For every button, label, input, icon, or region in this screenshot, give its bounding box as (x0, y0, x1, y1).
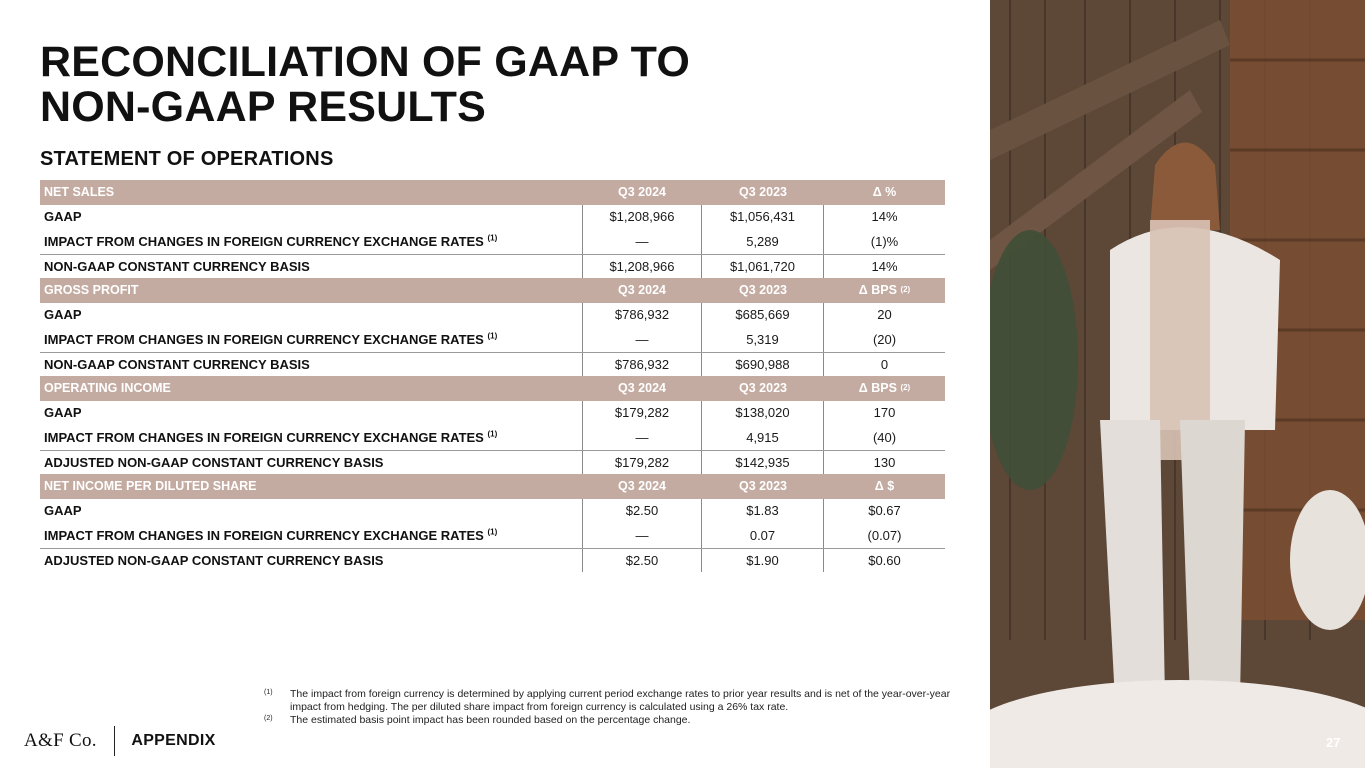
table-cell: 20 (877, 307, 892, 323)
table-cell: $685,669 (702, 303, 824, 328)
page-number: 27 (1326, 735, 1341, 750)
column-header: Δ % (872, 185, 897, 200)
row-label: IMPACT FROM CHANGES IN FOREIGN CURRENCY EXCHANGE RATES $^{(1)}$ (44, 233, 498, 249)
row-label: NON-GAAP CONSTANT CURRENCY BASIS (44, 356, 310, 372)
table-cell: $786,932 (582, 353, 702, 377)
footnote-marker: (1) (487, 429, 498, 439)
column-header: Δ BPS (2) (858, 381, 911, 396)
table-cell: $1,208,966 (582, 205, 702, 230)
lifestyle-photo (990, 0, 1365, 768)
footer (24, 726, 216, 756)
table-cell: $786,932 (582, 303, 702, 328)
table-cell: 130 (873, 454, 896, 470)
table-cell: — (582, 327, 702, 352)
column-header: Q3 2023 (739, 185, 787, 200)
table-cell: — (582, 425, 702, 450)
table-cell: 14% (871, 258, 898, 274)
row-label: ADJUSTED NON-GAAP CONSTANT CURRENCY BASIS (44, 552, 384, 568)
table-cell: 14% (871, 209, 898, 225)
table-cell: 0 (880, 356, 889, 372)
row-label: IMPACT FROM CHANGES IN FOREIGN CURRENCY EXCHANGE RATES $^{(1)}$ (44, 527, 498, 543)
column-header: Q3 2023 (739, 283, 787, 298)
table-cell: 5,289 (702, 229, 824, 254)
table-cell: 5,319 (702, 327, 824, 352)
footnote-text: The estimated basis point impact has been rounded based on the percentage change. (290, 714, 691, 726)
title-line-1: RECONCILIATION OF GAAP TO (40, 38, 691, 86)
column-header: Q3 2024 (618, 381, 666, 396)
section-header-row (40, 474, 945, 499)
table-cell: $179,282 (582, 451, 702, 475)
section-subtitle: STATEMENT OF OPERATIONS (40, 148, 334, 170)
table-cell: 0.07 (702, 523, 824, 548)
table-cell: $138,020 (702, 401, 824, 426)
photo-illustration (990, 0, 1365, 768)
footnotes (264, 688, 954, 727)
column-header: Q3 2024 (618, 185, 666, 200)
table-cell: $179,282 (582, 401, 702, 426)
column-header: Q3 2024 (618, 283, 666, 298)
footnote (264, 714, 954, 727)
row-label: GAAP (44, 405, 82, 421)
table-cell: (40) (872, 429, 897, 445)
table-row (40, 303, 945, 328)
table-row (40, 229, 945, 254)
table-row (40, 254, 945, 279)
section-header-label: NET SALES (44, 185, 115, 200)
row-label: GAAP (44, 503, 82, 519)
table-cell: $690,988 (702, 353, 824, 377)
column-header: Q3 2023 (739, 479, 787, 494)
footnote-text: The impact from foreign currency is determined by applying current period exchange rates to prior year results and is net of the year-over-year impact from hedging. The per diluted share impact from foreign currency is calculated using a 26% tax rate. (290, 688, 951, 713)
page-title (40, 40, 800, 130)
table-row (40, 548, 945, 573)
table-cell: $2.50 (582, 499, 702, 524)
row-label: ADJUSTED NON-GAAP CONSTANT CURRENCY BASIS (44, 454, 384, 470)
table-cell: $1,056,431 (702, 205, 824, 230)
table-row (40, 425, 945, 450)
section-header-label: NET INCOME PER DILUTED SHARE (44, 479, 257, 494)
table-cell: $0.67 (868, 503, 901, 519)
table-cell: — (582, 229, 702, 254)
footnote (264, 688, 954, 714)
table-cell: $1,061,720 (702, 255, 824, 279)
footnote-marker: (1) (487, 527, 498, 537)
table-cell: (0.07) (867, 527, 902, 543)
row-label: GAAP (44, 209, 82, 225)
table-cell: 4,915 (702, 425, 824, 450)
footer-divider (114, 726, 116, 756)
table-cell: $1.90 (702, 549, 824, 573)
table-cell: $2.50 (582, 549, 702, 573)
table-cell: $142,935 (702, 451, 824, 475)
reconciliation-table (40, 180, 945, 572)
table-row (40, 499, 945, 524)
section-header-row (40, 278, 945, 303)
footnote-marker: (1) (264, 689, 273, 696)
section-header-row (40, 180, 945, 205)
company-logo: A&F Co. (24, 730, 97, 751)
column-header: Δ BPS (2) (858, 283, 911, 298)
column-header: Q3 2024 (618, 479, 666, 494)
footnote-marker: (1) (487, 233, 498, 243)
row-label: IMPACT FROM CHANGES IN FOREIGN CURRENCY EXCHANGE RATES $^{(1)}$ (44, 429, 498, 445)
footnote-marker: (1) (487, 331, 498, 341)
table-row (40, 327, 945, 352)
table-row (40, 401, 945, 426)
table-row (40, 450, 945, 475)
appendix-label: APPENDIX (131, 732, 216, 749)
table-row (40, 205, 945, 230)
table-cell: $0.60 (868, 552, 901, 568)
row-label: GAAP (44, 307, 82, 323)
table-cell: (20) (872, 331, 897, 347)
table-cell: 170 (873, 405, 896, 421)
section-header-row (40, 376, 945, 401)
title-line-2: NON-GAAP RESULTS (40, 83, 486, 131)
table-row (40, 352, 945, 377)
table-row (40, 523, 945, 548)
table-cell: $1,208,966 (582, 255, 702, 279)
column-header: Δ $ (874, 479, 895, 494)
row-label: IMPACT FROM CHANGES IN FOREIGN CURRENCY EXCHANGE RATES $^{(1)}$ (44, 331, 498, 347)
column-header: Q3 2023 (739, 381, 787, 396)
row-label: NON-GAAP CONSTANT CURRENCY BASIS (44, 258, 310, 274)
table-cell: $1.83 (702, 499, 824, 524)
table-cell: — (582, 523, 702, 548)
footnote-marker: (2) (264, 715, 273, 722)
section-header-label: GROSS PROFIT (44, 283, 139, 298)
table-cell: (1)% (870, 233, 899, 249)
section-header-label: OPERATING INCOME (44, 381, 171, 396)
